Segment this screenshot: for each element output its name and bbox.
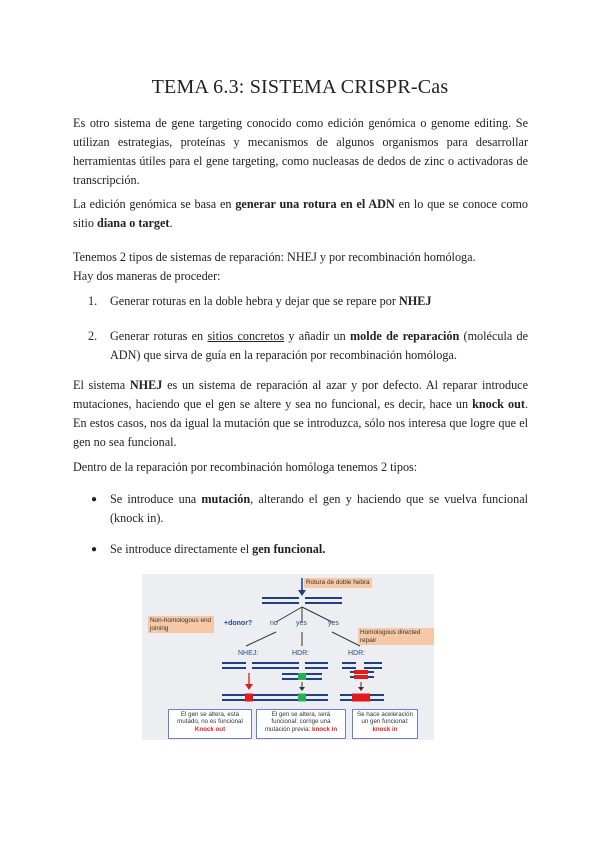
yes-label: yes xyxy=(296,620,307,627)
bullet-marker: ● xyxy=(91,544,98,555)
list-text xyxy=(110,292,528,311)
bullet-text xyxy=(110,540,528,559)
bullet-marker: ● xyxy=(91,494,98,505)
repair-arrowhead xyxy=(299,687,305,691)
donor-mutation-mark xyxy=(298,673,306,680)
text-run: Se introduce directamente el xyxy=(110,542,253,556)
underlined-run: sitios concretos xyxy=(207,329,285,343)
bold-run: gen funcional. xyxy=(252,542,326,556)
bold-run: generar una rotura en el ADN xyxy=(235,197,395,211)
donor-label: +donor? xyxy=(224,620,253,627)
note-tag: Knock out xyxy=(194,725,226,733)
text-run: , alterando el gen y haciendo que se vuelva funcional (knock in). xyxy=(110,492,528,525)
nhej-label: Non-homologous end joining xyxy=(148,616,214,633)
text-run: (molécula de ADN) que sirva de guía en la reparación por recombinación homóloga. xyxy=(110,329,529,362)
nhej-heading: NHEJ: xyxy=(238,650,259,657)
text-run: El sistema xyxy=(73,378,130,392)
list-text xyxy=(110,327,528,365)
text-line: Tenemos 2 tipos de sistemas de reparación: NHEJ y por recombinación homóloga. xyxy=(73,250,476,264)
bullet-text xyxy=(110,490,528,528)
homologous-paragraph: Dentro de la reparación por recombinación homóloga tenemos 2 tipos: xyxy=(73,460,418,474)
bold-run: diana o target xyxy=(97,216,170,230)
text-line: Hay dos maneras de proceder: xyxy=(73,269,221,283)
repair-systems-paragraph xyxy=(73,248,528,286)
knock-out-note xyxy=(168,709,252,739)
text-run: y añadir un xyxy=(284,329,351,343)
genome-editing-paragraph xyxy=(73,195,528,233)
bold-run: molde de reparación xyxy=(350,329,460,343)
note-text: El gen se altera, está mutado, no es funcional xyxy=(177,711,243,726)
intro-paragraph: Es otro sistema de gene targeting conocido como edición genómica o genome editing. Se utilizan estrategias, proteínas y mecanismos de algunos organismos para desarrollar herramientas útiles para el gene targeting, como nucleasas de dedos de zinc o activadoras de transcripción. xyxy=(73,116,528,187)
list-marker: 1. xyxy=(88,294,98,308)
text-run: . En estos casos, nos da igual la mutación que se introduzca, sólo nos interesa que logre que el gen no sea funcional. xyxy=(73,397,528,449)
bold-run: NHEJ xyxy=(129,378,163,392)
text-run: La edición genómica se basa en xyxy=(73,197,236,211)
page-title: TEMA 6.3: SISTEMA CRISPR-Cas xyxy=(151,76,449,98)
note-text: Se hace aceleración un gen funcional: xyxy=(356,711,414,726)
bold-run: knock out xyxy=(472,397,525,411)
break-arrowhead xyxy=(298,590,306,596)
repair-arrowhead xyxy=(245,684,253,690)
branch-line xyxy=(246,632,276,646)
donor-gene-mark xyxy=(354,675,368,679)
bold-run: NHEJ xyxy=(398,294,432,308)
text-run: . xyxy=(169,216,173,230)
inserted-gene-mark xyxy=(352,694,370,702)
text-run: es un sistema de reparación al azar y por defecto. Al reparar introduce mutaciones, haciendo que el gen se altere y sea no funcional, es decir, hace un xyxy=(73,378,528,411)
text-run: Generar roturas en la doble hebra y dejar que se repare por xyxy=(110,294,399,308)
break-label: Rotura de doble hebra xyxy=(306,579,370,586)
note-text: El gen se altera, será funcional: corrige una mutación previa: xyxy=(264,711,331,733)
bold-run: mutación xyxy=(201,492,251,506)
hdr-heading: HDR: xyxy=(292,650,310,657)
note-tag: knock in xyxy=(372,725,398,733)
nhej-paragraph xyxy=(73,376,528,452)
hdr-heading: HDR: xyxy=(348,650,366,657)
hdr-label: Homologous directed repair xyxy=(358,628,434,645)
inserted-mutation-mark xyxy=(298,694,306,702)
note-tag: knock in xyxy=(312,725,338,733)
mutation-mark xyxy=(245,694,253,702)
text-run: en lo que se conoce como sitio xyxy=(73,197,528,230)
knock-in-mutation-note xyxy=(256,709,346,739)
repair-arrowhead xyxy=(358,687,364,691)
knock-in-gene-note xyxy=(352,709,418,739)
text-run: Se introduce una xyxy=(110,492,202,506)
crispr-repair-figure xyxy=(142,574,434,740)
branch-line xyxy=(332,632,360,646)
donor-gene-mark xyxy=(354,670,368,674)
list-marker: 2. xyxy=(88,329,98,343)
yes-label: yes xyxy=(328,620,339,627)
no-label: no xyxy=(270,620,278,627)
text-run: Generar roturas en xyxy=(110,329,208,343)
